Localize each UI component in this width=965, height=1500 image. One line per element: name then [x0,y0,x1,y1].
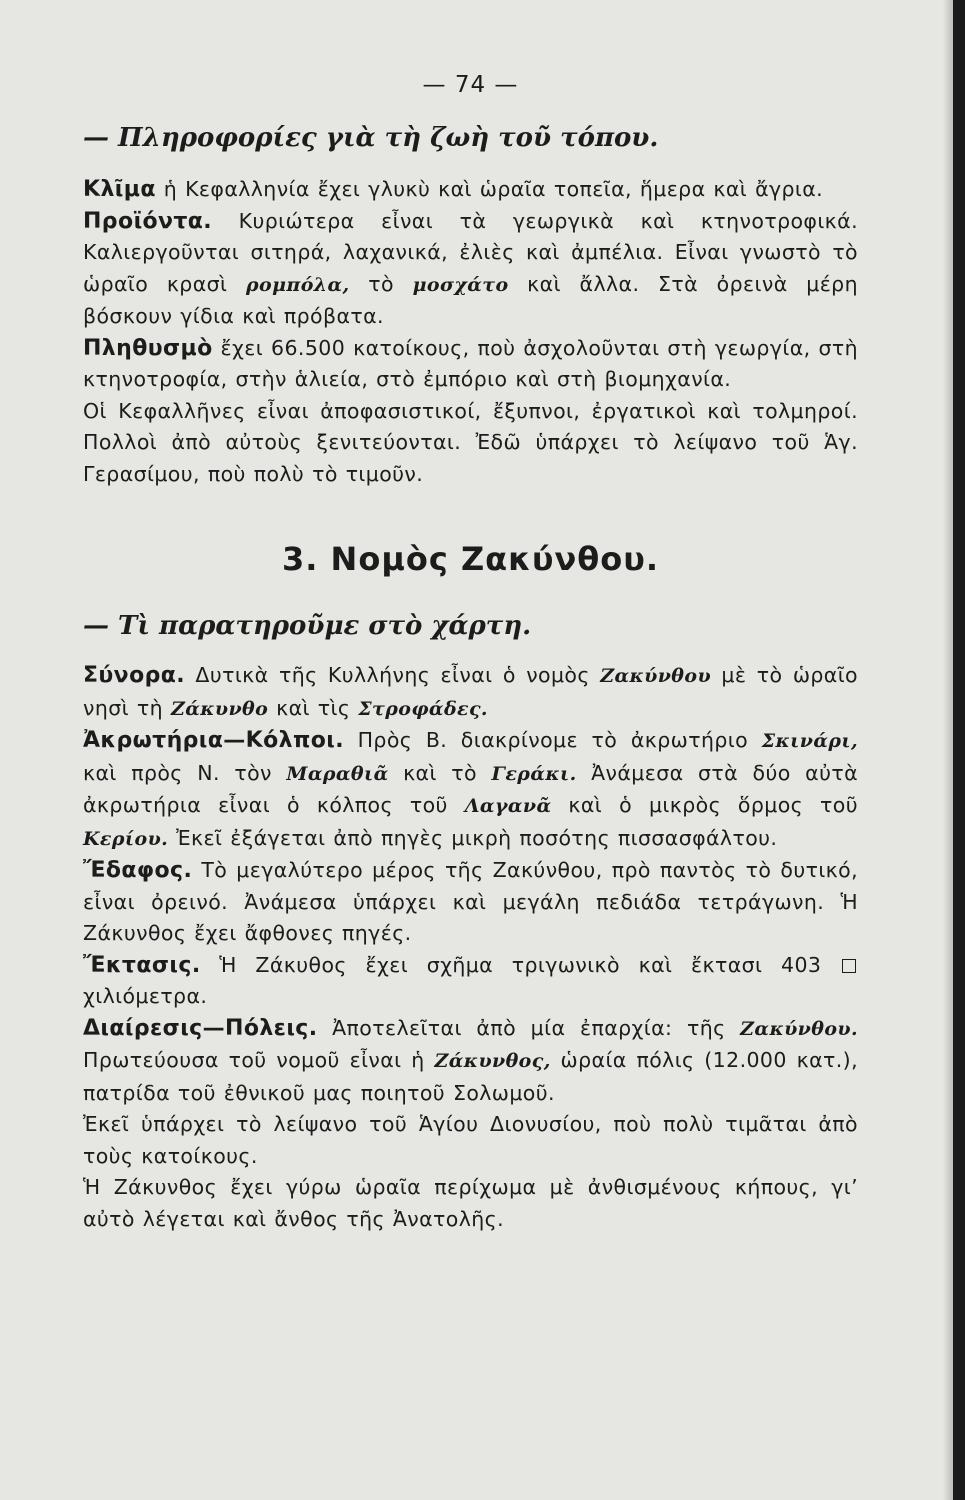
text-diairesis-2: Πρωτεύουσα τοῦ νομοῦ εἶναι ἡ [83,1048,435,1072]
text-akrotiria-2: καὶ πρὸς Ν. τὸν [83,760,287,785]
lead-term-edafos: Ἔδαφος. [83,858,193,883]
text-anthos: Ἡ Ζάκυνθος ἔχει γύρω ὡραῖα περίχωμα μὲ ἀνθισμένους κήπους, γι’ αὐτὸ λέγεται καὶ ἄνθος τῆς Ἀνατολῆς. [83,1175,858,1231]
paragraph-plithysmos [83,333,858,396]
text-diairesis-1: Ἀποτελεῖται ἀπὸ μία ἐπαρχία: τῆς [317,1015,741,1040]
paragraph-klima [83,174,858,206]
square-unit-icon [842,959,856,973]
lead-term-ektasis: Ἔκτασις. [83,952,201,978]
emphasis-strofades: Στροφάδες. [358,697,488,720]
paragraph-diairesis [83,1013,858,1110]
lead-term-akrotiria: Ἀκρωτήρια—Κόλποι. [83,728,344,753]
text-diairesis-3: ὡραία πόλις (12.000 κατ.), πατρίδα τοῦ ἐθνικοῦ μας ποιητοῦ Σολωμοῦ. [83,1048,858,1105]
paragraph-edafos [83,855,858,950]
emphasis-lagana: Λαγανᾶ [464,795,552,817]
paragraph-ektasis [83,950,858,1013]
lead-term-synora: Σύνορα. [83,663,186,688]
page-number: — 74 — [422,72,519,98]
lead-term-klima: Κλῖμα [83,177,156,202]
lead-term-proionta: Προϊόντα. [83,208,213,234]
page-gutter-shadow [943,0,953,1500]
lead-term-diairesis: Διαίρεσις—Πόλεις. [83,1015,318,1041]
emphasis-keriou: Κερίου. [83,827,169,850]
emphasis-zakynthos-city: Ζάκυνθος, [434,1050,551,1072]
text-kefallines: Οἱ Κεφαλλῆνες εἶναι ἀποφασιστικοί, ἔξυπνοι, ἐργατικοὶ καὶ τολμηροί. Πολλοὶ ἀπὸ αὐτοὺς ξενιτεύονται. Ἐδῶ ὑπάρχει τὸ λείψανο τοῦ Ἁγ. Γερασίμου, ποὺ πολὺ τὸ τιμοῦν. [83,398,858,486]
text-proionta-3: καὶ ἄλλα. Στὰ ὀρεινὰ μέρη βόσκουν γίδια καὶ πρόβατα. [83,271,858,328]
emphasis-geraki: Γεράκι. [491,762,577,785]
page-content [83,60,858,1235]
emphasis-skinari: Σκινάρι, [761,730,858,752]
text-proionta-1: Κυριώτερα εἶναι τὰ γεωργικὰ καὶ κτηνοτροφικά. Καλιεργοῦνται σιτηρά, λαχανικά, ἐλιὲς καὶ ἀμπέλια. Εἶναι γνωστὸ τὸ ὡραῖο κρασὶ [83,208,858,296]
emphasis-marathia: Μαραθιᾶ [286,762,389,785]
text-synora-2: μὲ τὸ ὡραῖο νησὶ τὴ [83,663,858,720]
lead-term-plithysmos: Πληθυσμὸ [83,335,213,361]
page-edge [953,0,965,1500]
paragraph-akrotiria [83,725,858,855]
text-proionta-2: τὸ [349,271,413,296]
text-synora-1: Δυτικὰ τῆς Κυλλήνης εἶναι ὁ νομὸς [185,663,601,687]
text-akrotiria-4: Ἀνάμεσα στὰ δύο αὐτὰ ἀκρωτήρια εἶναι ὁ κόλπος τοῦ [83,760,858,817]
paragraph-leipsano [83,1109,858,1172]
emphasis-moschato: μοσχάτο [412,273,509,296]
text-leipsano: Ἐκεῖ ὑπάρχει τὸ λείψανο τοῦ Ἁγίου Διονυσίου, ποὺ πολὺ τιμᾶται ἀπὸ τοὺς κατοίκους. [83,1112,858,1168]
emphasis-zakynthou: Ζακύνθου [600,665,712,687]
section-heading-information: — Πληροφορίες γιὰ τὴ ζωὴ τοῦ τόπου. [83,123,659,153]
paragraph-proionta [83,206,858,333]
section-title-zakynthos: 3. Νομὸς Ζακύνθου. [281,540,660,578]
text-edafos: Τὸ μεγαλύτερο μέρος τῆς Ζακύνθου, πρὸ παντὸς τὸ δυτικό, εἶναι ὀρεινό. Ἀνάμεσα ὑπάρχει καὶ μεγάλη πεδιάδα τετράγωνη. Ἡ Ζάκυνθος ἔχει ἄφθονες πηγές. [83,858,858,945]
emphasis-rompola: ρομπόλα, [246,273,350,296]
text-akrotiria-5: καὶ ὁ μικρὸς ὅρμος τοῦ [551,793,858,817]
paragraph-anthos [83,1172,858,1235]
text-akrotiria-1: Πρὸς Β. διακρίνομε τὸ ἀκρωτήριο [344,728,762,752]
text-plithysmos: ἔχει 66.500 κατοίκους, ποὺ ἀσχολοῦνται στὴ γεωργία, στὴ κτηνοτροφία, στὴν ἁλιεία, στὸ ἐμπόριο καὶ στὴ βιομηχανία. [83,335,858,391]
text-synora-3: καὶ τὶς [268,695,359,720]
emphasis-zakynthou-province: Ζακύνθου. [740,1017,858,1040]
emphasis-zakyntho: Ζάκυνθο [170,697,269,720]
paragraph-kefallines [83,396,858,491]
section-heading-map: — Τὶ παρατηροῦμε στὸ χάρτη. [83,611,532,641]
paragraph-synora [83,660,858,725]
text-akrotiria-3: καὶ τὸ [388,760,492,785]
text-ektasis-1: Ἡ Ζάκυθος ἔχει σχῆμα τριγωνικὸ καὶ ἔκτασι 403 [200,952,840,977]
text-akrotiria-6: Ἐκεῖ ἐξάγεται ἀπὸ πηγὲς μικρὴ ποσότης πισσασφάλτου. [168,825,778,850]
text-ektasis-2: χιλιόμετρα. [83,984,208,1008]
text-klima: ἡ Κεφαλληνία ἔχει γλυκὺ καὶ ὡραῖα τοπεῖα, ἥμερα καὶ ἄγρια. [155,177,824,201]
